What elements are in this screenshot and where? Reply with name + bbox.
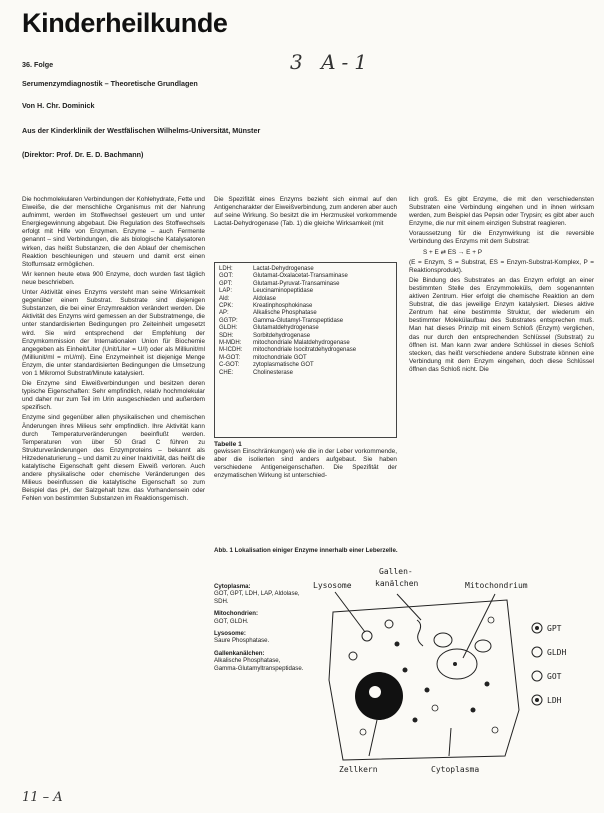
nucleolus bbox=[369, 686, 381, 698]
text-column-1 bbox=[22, 196, 205, 788]
paragraph: Die Bindung des Substrates an das Enzym erfolgt an einer bestimmten Stelle des Enzymmoleküls, dem sogenannten aktiven Zentrum. Hier erfolgt die chemische Reaktion an dem Substrat, die das jeweilige Enzym katalysiert. Dieses aktive Zentrum hat eine bestimmte Struktur, der wiederum ein bestimmter Molekülaufbau des Substrates entsprechen muß. Man hat dieses Prinzip mit einem Schloß (Enzym) verglichen, das nur durch den entsprechenden Schlüssel (Substrat) zu öffnen ist. Man kann zwar andere Schlüssel in dieses Schloß stecken, das heißt verschiedene andere Substrate können eine Verbindung mit dem Enzym eingehen, doch diese Schlüssel öffnen das Schloß nicht. Die bbox=[409, 276, 594, 373]
author-institution: Aus der Kinderklinik der Westfälischen Wilhelms-Universität, Münster bbox=[22, 126, 261, 135]
journal-title: Kinderheilkunde bbox=[22, 8, 228, 38]
figure-legend bbox=[214, 583, 304, 677]
table-enzyme-name: Glutamatdehydrogenase bbox=[253, 325, 319, 332]
enzyme-particle bbox=[492, 727, 498, 733]
paragraph: (E = Enzym, S = Substrat, ES = Enzym-Substrat-Komplex, P = Reaktionsprodukt). bbox=[409, 258, 594, 274]
table-enzyme-name: Glutamat-Oxalacetat-Transaminase bbox=[253, 273, 348, 280]
table-row bbox=[219, 281, 392, 288]
label-kanalchen: kanälchen bbox=[375, 579, 419, 588]
legend-heading: Cytoplasma: bbox=[214, 583, 251, 590]
table-abbr: CHE: bbox=[219, 369, 234, 376]
enzyme-particle bbox=[453, 662, 457, 666]
table-row bbox=[219, 325, 392, 332]
cell-membrane bbox=[329, 600, 519, 760]
reaction-equation: S + E ⇄ ES → E + P bbox=[423, 248, 482, 256]
got-symbol bbox=[532, 671, 542, 681]
table-abbr: LAP: bbox=[219, 288, 233, 295]
table-enzyme-name: Kreatinphosphokinase bbox=[253, 303, 313, 310]
table-row bbox=[219, 355, 392, 362]
paragraph: Wir kennen heute etwa 900 Enzyme, doch wurden fast täglich neue beschrieben. bbox=[22, 270, 205, 286]
enzyme-particle bbox=[395, 642, 400, 647]
lysosome bbox=[385, 620, 393, 628]
paragraph: Enzyme sind gegenüber allen physikalischen und chemischen Änderungen ihres Milieus sehr empfindlich. Ihre Aktivität kann durch Temperaturveränderungen beeinflußt werden. Temperaturen von über 50 Grad C führen zu Strukturveränderungen des Enzymproteins – bekannt als Hitzedenaturierung – und damit zu einer Inaktivität, das heißt die katalytische Eigenschaft geht diesem Eiweiß verloren. Auch andere physikalische oder chemische Veränderungen des Milieus beeinflussen die katalytische Eigenschaft so zum Beispiel das pH, der Salzgehalt bzw. das Vorhandensein oder Fehlen von bestimmten Substanzen im Reaktionsgemisch. bbox=[22, 414, 205, 503]
label-zellkern: Zellkern bbox=[339, 765, 378, 774]
table-enzyme-name: Leucinaminopeptidase bbox=[253, 288, 314, 295]
table-enzyme-name: Alkalische Phosphatase bbox=[253, 310, 317, 317]
legend-text: GOT, GPT, LDH, LAP, Aldolase, SDH. bbox=[214, 590, 300, 605]
enzyme-particle bbox=[432, 705, 438, 711]
table-abbr: GPT: bbox=[219, 280, 233, 287]
table-row bbox=[219, 273, 392, 280]
page-number: 11 – A bbox=[22, 790, 63, 805]
lysosome bbox=[362, 631, 372, 641]
paragraph: Unter Aktivität eines Enzyms versteht man seine Wirksamkeit gegenüber einem Substrat. Substrate sind diejenigen Substanzen, die bei einer Enzymreaktion verändert werden. Die Aktivität des Enzyms wird gemessen an der Substratmenge, die unter standardisierten Bedingungen pro Zeiteinheit umgesetzt wird. Sie wird entsprechend der Empfehlung der Enzymkommission der Internationalen Union für Biochemie angegeben als Einheit/Liter (Unit/Liter = U/l) oder als Milliunit/ml (Milliunit/ml = mU/ml). Eine Enzymeinheit ist diejenige Menge Enzym, die unter standardisierten Bedingungen die Umsetzung von 1 Mikromol Substrat/Minute katalysiert. bbox=[22, 289, 205, 377]
table-abbr: C-GOT: bbox=[219, 362, 240, 369]
table-enzyme-name: Cholinesterase bbox=[253, 369, 294, 376]
article-author: Von H. Chr. Dominick bbox=[22, 101, 95, 110]
legend-gpt: GPT bbox=[547, 624, 562, 633]
mitochondrium bbox=[434, 633, 452, 647]
figure-caption: Abb. 1 Lokalisation einiger Enzyme innerhalb einer Leberzelle. bbox=[214, 547, 398, 554]
table-enzyme-name: Gamma-Glutamyl-Transpeptidase bbox=[253, 317, 344, 324]
enzyme-particle bbox=[413, 718, 418, 723]
table-abbr: Ald: bbox=[219, 295, 230, 302]
table-enzyme-name: mitochondriale GOT bbox=[253, 354, 307, 361]
table-abbr: AP: bbox=[219, 310, 229, 317]
legend-ldh: LDH bbox=[547, 696, 562, 705]
legend-text: Alkalische Phosphatase, Gamma-Glutamyltranspeptidase. bbox=[214, 657, 304, 672]
handwritten-note: 3 A-1 bbox=[290, 50, 374, 74]
label-gallen: Gallen- bbox=[379, 567, 413, 576]
text-column-3 bbox=[409, 196, 594, 536]
series-number: 36. Folge bbox=[22, 60, 54, 69]
enzyme-particle bbox=[425, 688, 430, 693]
paragraph: lich groß. Es gibt Enzyme, die mit den verschiedensten Substraten eine Verbindung eingehen und in ihnen wirksam werden, zum Beispiel das Pepsin oder Trypsin; es gibt aber auch Enzyme, die nur mit einem einzigen Substrat reagieren. bbox=[409, 196, 594, 228]
legend-got: GOT bbox=[547, 672, 562, 681]
label-lysosome: Lysosome bbox=[313, 581, 352, 590]
table-abbr: LDH: bbox=[219, 266, 233, 272]
legend-heading: Gallenkanälchen: bbox=[214, 649, 265, 657]
table-enzyme-name: Sorbitdehydrogenase bbox=[253, 332, 311, 339]
table-row bbox=[219, 288, 392, 295]
table-row bbox=[219, 318, 392, 325]
bile-canaliculus bbox=[417, 620, 423, 646]
ldh-symbol-dot bbox=[535, 698, 539, 702]
table-row bbox=[219, 340, 392, 347]
table-abbr: GGTP: bbox=[219, 317, 238, 324]
paragraph: Die hochmolekularen Verbindungen der Kohlehydrate, Fette und Eiweiße, die der menschliche Organismus mit der Nahrung aufnimmt, werden im Stoffwechsel gesteuert um und unter Energiegewinnung abgebaut. Die Regulation des Stoffwechsels erfolgt mit Hilfe von Enzymen. Enzyme – auch Fermente genannt – sind Verbindungen, die als biologische Katalysatoren wirken, das heißt Substanzen, die den Ablauf der chemischen Reaktion beschleunigen und steuern und damit erst einen Stoffumsatz ermöglichen. bbox=[22, 196, 205, 268]
enzyme-particle bbox=[488, 617, 494, 623]
lysosome bbox=[349, 652, 357, 660]
enzyme-particle bbox=[403, 668, 408, 673]
paragraph: Die Enzyme sind Eiweißverbindungen und besitzen deren typische Eigenschaften: Sehr empfindlich, relativ hochmolekular und daher nur zum Teil im Urin ausgeschieden und außerdem spezifisch. bbox=[22, 380, 205, 412]
table-abbr: M-MDH: bbox=[219, 340, 242, 347]
legend-text: GOT, GLDH. bbox=[214, 617, 249, 625]
enzyme-particle bbox=[485, 682, 490, 687]
table-enzyme-name: mitochondriale Malatdehydrogenase bbox=[253, 340, 350, 347]
table-row bbox=[219, 333, 392, 340]
table-row bbox=[219, 303, 392, 310]
table-abbr: SDH: bbox=[219, 332, 234, 339]
paragraph: Voraussetzung für die Enzymwirkung ist die reversible Verbindung des Enzyms mit dem Substrat: bbox=[409, 230, 594, 246]
enzyme-particle bbox=[471, 708, 476, 713]
legend-text: Saure Phosphatase. bbox=[214, 637, 270, 645]
pointer-line bbox=[369, 720, 377, 756]
legend-gldh: GLDH bbox=[547, 648, 567, 657]
article-topic: Serumenzymdiagnostik – Theoretische Grundlagen bbox=[22, 79, 198, 88]
enzyme-particle bbox=[360, 729, 366, 735]
table-row bbox=[219, 310, 392, 317]
enzyme-abbreviation-table bbox=[214, 262, 397, 438]
gldh-symbol bbox=[532, 647, 542, 657]
paragraph: Die Spezifität eines Enzyms bezieht sich einmal auf den Antigencharakter der Eiweißverbindung, zum anderen aber auch auf seine Wirkung. So besitzt die im Herzmuskel vorkommende Lactat-Dehydrogenase (Tab. 1) die gleiche Wirksamkeit (mit bbox=[214, 196, 397, 228]
paragraph: gewissen Einschränkungen) wie die in der Leber vorkommende, aber die isolierten sind anders aufgebaut. Sie haben verschiedene Antigeneigenschaften. Die Spezifität der enzymatischen Wirkung ist unterschied- bbox=[214, 448, 397, 480]
label-mitochondrium: Mitochondrium bbox=[465, 581, 528, 590]
table-enzyme-name: zytoplasmatische GOT bbox=[253, 362, 314, 369]
liver-cell-diagram bbox=[305, 560, 595, 785]
label-cytoplasma: Cytoplasma bbox=[431, 765, 480, 774]
table-row bbox=[219, 362, 392, 369]
text-column-2 bbox=[214, 196, 397, 260]
table-abbr: M-GOT: bbox=[219, 354, 240, 361]
table-abbr: M-ICDH: bbox=[219, 347, 243, 354]
table-abbr: GLDH: bbox=[219, 325, 238, 332]
table-row bbox=[219, 296, 392, 303]
clinic-director: (Direktor: Prof. Dr. E. D. Bachmann) bbox=[22, 150, 144, 159]
table-row bbox=[219, 370, 392, 377]
text-column-2-continued bbox=[214, 448, 397, 548]
table-enzyme-name: Lactat-Dehydrogenase bbox=[253, 266, 314, 272]
table-caption: Tabelle 1 bbox=[214, 441, 242, 448]
table-row bbox=[219, 266, 392, 273]
legend-heading: Lysosome: bbox=[214, 630, 246, 638]
gpt-symbol-dot bbox=[535, 626, 539, 630]
pointer-line bbox=[449, 728, 451, 756]
table-abbr: GOT: bbox=[219, 273, 234, 280]
table-abbr: CPK: bbox=[219, 303, 234, 310]
table-enzyme-name: Aldolase bbox=[253, 295, 277, 302]
table-enzyme-name: mitochondriale Isocitratdehydrogenase bbox=[253, 347, 357, 354]
mitochondrium bbox=[475, 640, 491, 652]
table-enzyme-name: Glutamat-Pyruvat-Transaminase bbox=[253, 280, 340, 287]
legend-heading: Mitochondrien: bbox=[214, 610, 259, 618]
table-row bbox=[219, 347, 392, 354]
